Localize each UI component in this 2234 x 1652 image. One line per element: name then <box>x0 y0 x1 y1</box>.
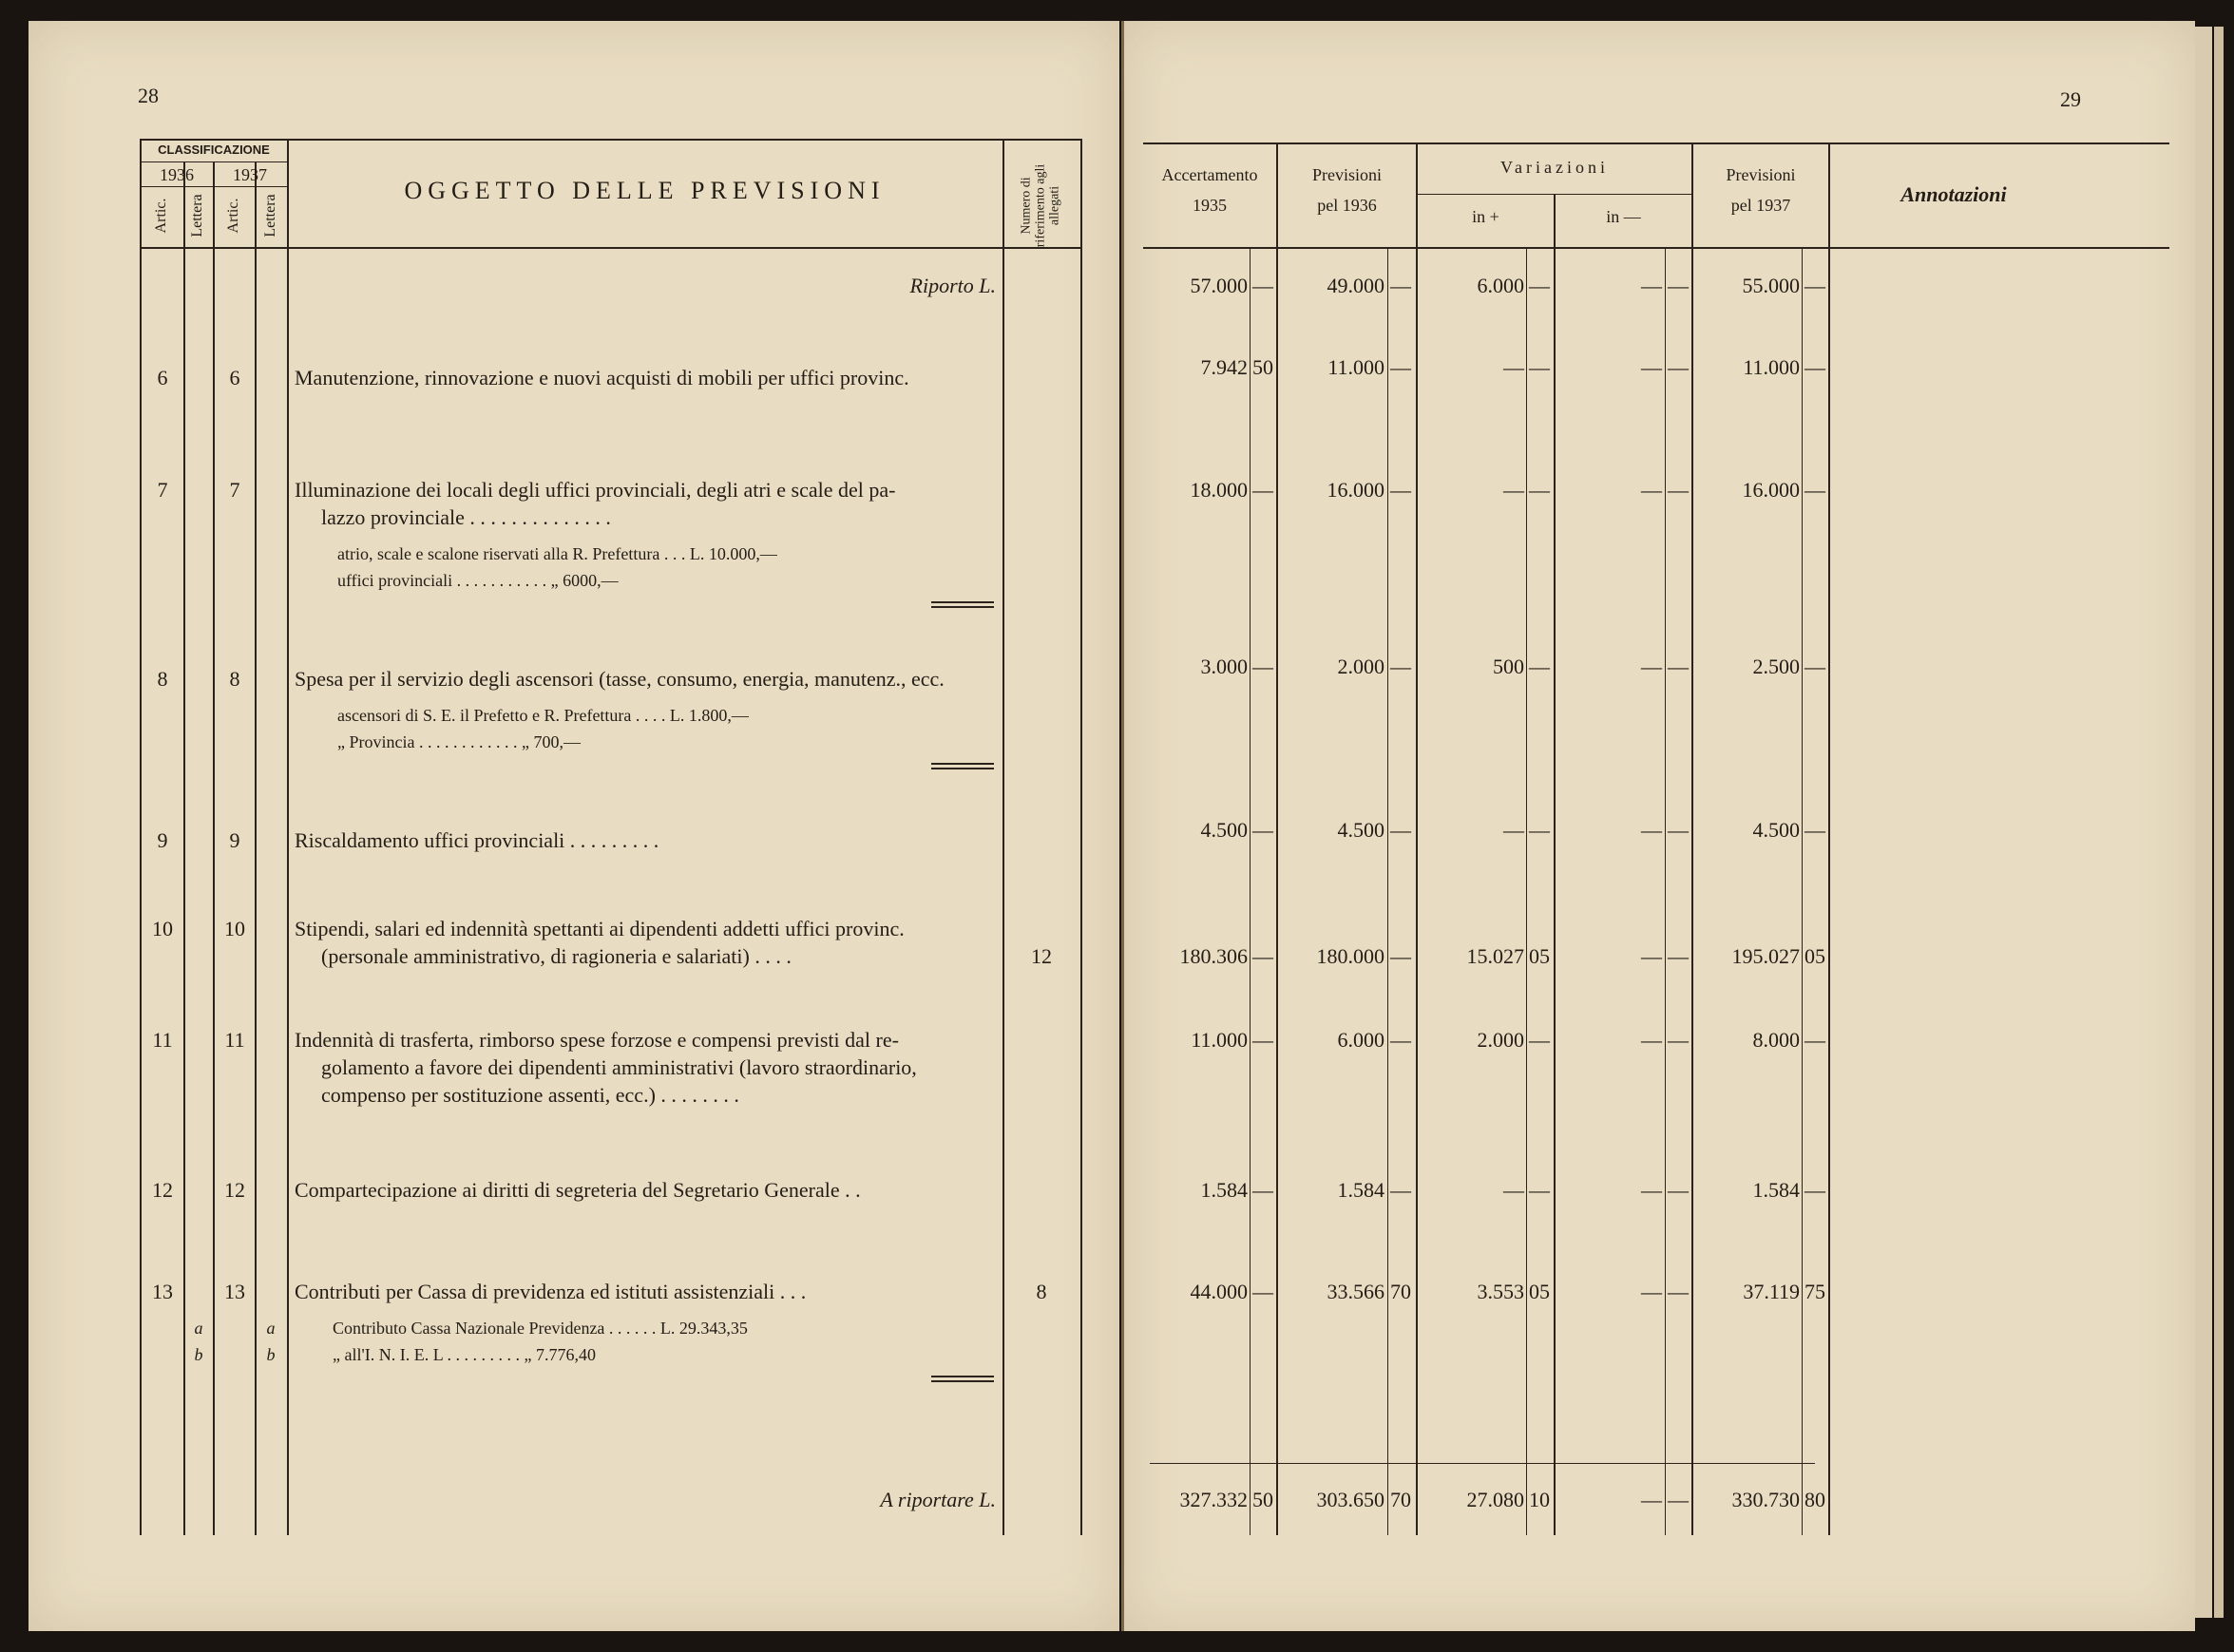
row-value-p37-cents: — <box>1804 655 1825 678</box>
item-description: Stipendi, salari ed indennità spettanti ai dipendenti addetti uffici provinc. <box>295 917 905 940</box>
sub-letter-1937: b <box>266 1345 276 1364</box>
row-value-minus: — <box>1641 355 1662 379</box>
row-value-acc-cents: — <box>1252 1280 1273 1303</box>
row-value-p36: 11.000 <box>1327 355 1384 379</box>
right-header-bottom-line <box>1143 247 2169 249</box>
item-description: compenso per sostituzione assenti, ecc.) . . . . . . . . <box>321 1083 739 1107</box>
row-value-minus-cents: — <box>1668 1028 1689 1052</box>
row-value-plus-cents: — <box>1529 1178 1550 1202</box>
total-value-plus-cents: 10 <box>1529 1488 1550 1511</box>
row-value-minus-cents: — <box>1668 944 1689 968</box>
col-line <box>287 139 289 1535</box>
page-edge <box>2214 27 2224 1618</box>
row-value-minus-cents: — <box>1668 655 1689 678</box>
article-number-1936: 6 <box>157 366 168 389</box>
reference-number: 8 <box>1036 1280 1047 1303</box>
row-value-acc-cents: — <box>1252 478 1273 502</box>
artic-label-1936: Artic. <box>153 198 169 234</box>
row-value-p36-cents: — <box>1390 355 1411 379</box>
item-description: Riscaldamento uffici provinciali . . . . . . . . . <box>295 828 659 852</box>
object-header: OGGETTO DELLE PREVISIONI <box>404 177 886 204</box>
cent-line <box>1526 247 1527 1535</box>
header-bottom-line <box>140 247 1080 249</box>
header-previsioni-1936-sub: pel 1936 <box>1317 196 1377 215</box>
header-accertamento-year: 1935 <box>1193 196 1227 215</box>
total-value-p37-cents: 80 <box>1804 1488 1825 1511</box>
row-value-plus: — <box>1503 1178 1524 1202</box>
row-value-p37: 16.000 <box>1742 478 1800 502</box>
row-value-acc: 3.000 <box>1200 655 1248 678</box>
row-value-acc-cents: — <box>1252 818 1273 842</box>
cent-line <box>1665 247 1666 1535</box>
row-value-acc: 44.000 <box>1190 1280 1248 1303</box>
left-page <box>29 21 1119 1631</box>
lettera-label-1936: Lettera <box>189 194 205 237</box>
item-description: lazzo provinciale . . . . . . . . . . . . . . <box>321 505 611 529</box>
riporto-value-p37: 55.000 <box>1742 274 1800 297</box>
row-value-acc: 180.306 <box>1179 944 1248 968</box>
row-value-p37-cents: — <box>1804 1028 1825 1052</box>
row-value-p37: 4.500 <box>1752 818 1800 842</box>
row-value-p36: 1.584 <box>1337 1178 1384 1202</box>
article-number-1937: 8 <box>229 667 240 691</box>
riporto-value-minus-cents: — <box>1668 274 1689 297</box>
row-value-acc-cents: — <box>1252 1178 1273 1202</box>
total-value-p36: 303.650 <box>1316 1488 1384 1511</box>
row-value-plus: 2.000 <box>1477 1028 1524 1052</box>
header-in-minus: in — <box>1606 207 1641 226</box>
detail-line: uffici provinciali . . . . . . . . . . . „ 6000,— <box>337 571 619 590</box>
row-value-minus: — <box>1641 1028 1662 1052</box>
cent-line <box>1250 247 1251 1535</box>
riporto-value-minus: — <box>1641 274 1662 297</box>
a-riportare-label: A riportare L. <box>880 1488 996 1511</box>
detail-line: „ all'I. N. I. E. L . . . . . . . . . „ 7.776,40 <box>333 1345 597 1364</box>
row-value-p37-cents: — <box>1804 355 1825 379</box>
article-number-1937: 7 <box>229 478 240 502</box>
row-value-plus-cents: — <box>1529 655 1550 678</box>
col-line <box>1554 194 1556 1535</box>
row-value-plus-cents: — <box>1529 355 1550 379</box>
total-value-p37: 330.730 <box>1731 1488 1800 1511</box>
row-value-p37: 11.000 <box>1743 355 1800 379</box>
row-value-acc: 1.584 <box>1200 1178 1248 1202</box>
item-description: Compartecipazione ai diritti di segreteria del Segretario Generale . . <box>295 1178 861 1202</box>
subtotal-double-rule <box>931 1376 994 1382</box>
row-value-minus: — <box>1641 655 1662 678</box>
article-number-1937: 9 <box>229 828 240 852</box>
row-value-acc-cents: — <box>1252 944 1273 968</box>
row-value-plus: 3.553 <box>1477 1280 1524 1303</box>
row-value-minus-cents: — <box>1668 1178 1689 1202</box>
row-value-p37: 8.000 <box>1752 1028 1800 1052</box>
detail-line: Contributo Cassa Nazionale Previdenza . . . . . . L. 29.343,35 <box>333 1319 748 1338</box>
header-previsioni-1937-sub: pel 1937 <box>1730 196 1791 215</box>
row-value-minus-cents: — <box>1668 818 1689 842</box>
article-number-1937: 12 <box>224 1178 245 1202</box>
total-value-acc-cents: 50 <box>1252 1488 1273 1511</box>
row-value-minus: — <box>1641 1178 1662 1202</box>
year-1937: 1937 <box>233 165 267 184</box>
article-number-1937: 6 <box>229 366 240 389</box>
table-top-line <box>140 139 1080 141</box>
article-number-1936: 8 <box>157 667 168 691</box>
row-value-plus-cents: 05 <box>1529 944 1550 968</box>
row-value-p37: 2.500 <box>1752 655 1800 678</box>
header-variazioni: Variazioni <box>1500 158 1609 177</box>
page-edge <box>2195 27 2212 1618</box>
col-line <box>1828 142 1830 1535</box>
total-value-minus: — <box>1641 1488 1662 1511</box>
article-number-1936: 9 <box>157 828 168 852</box>
right-table-top-line <box>1143 142 2169 144</box>
row-value-p36-cents: — <box>1390 1028 1411 1052</box>
total-value-minus-cents: — <box>1668 1488 1689 1511</box>
row-value-minus: — <box>1641 818 1662 842</box>
detail-line: atrio, scale e scalone riservati alla R. Prefettura . . . L. 10.000,— <box>337 544 777 563</box>
year-1936: 1936 <box>160 165 194 184</box>
col-line <box>1002 139 1004 1535</box>
row-value-plus-cents: — <box>1529 1028 1550 1052</box>
row-value-p36-cents: — <box>1390 655 1411 678</box>
page-number-left: 28 <box>138 84 159 107</box>
riporto-value-acc: 57.000 <box>1190 274 1248 297</box>
article-number-1936: 7 <box>157 478 168 502</box>
header-accertamento: Accertamento <box>1161 165 1258 184</box>
row-value-p37-cents: — <box>1804 1178 1825 1202</box>
lettera-label-1937: Lettera <box>262 194 278 237</box>
page-number-right: 29 <box>2060 87 2081 111</box>
row-value-acc-cents: — <box>1252 1028 1273 1052</box>
row-value-plus: 500 <box>1493 655 1524 678</box>
item-description: Contributi per Cassa di previdenza ed istituti assistenziali . . . <box>295 1280 807 1303</box>
item-description: (personale amministrativo, di ragioneria e salariati) . . . . <box>321 944 792 968</box>
header-annotazioni: Annotazioni <box>1900 182 2007 206</box>
row-value-acc: 4.500 <box>1200 818 1248 842</box>
row-value-minus-cents: — <box>1668 478 1689 502</box>
row-value-acc-cents: — <box>1252 655 1273 678</box>
reference-header-text: Numero di riferimento agli allegati <box>1019 163 1062 248</box>
row-value-p37: 1.584 <box>1752 1178 1800 1202</box>
row-value-p36: 2.000 <box>1337 655 1384 678</box>
row-value-p36-cents: — <box>1390 944 1411 968</box>
riporto-value-plus-cents: — <box>1529 274 1550 297</box>
header-previsioni-1936: Previsioni <box>1311 165 1382 184</box>
item-description: Manutenzione, rinnovazione e nuovi acquisti di mobili per uffici provinc. <box>295 366 909 389</box>
row-value-p37: 195.027 <box>1731 944 1800 968</box>
row-value-p36-cents: — <box>1390 818 1411 842</box>
sub-letter-1936: a <box>194 1319 203 1338</box>
cent-line <box>1387 247 1388 1535</box>
row-value-p36: 6.000 <box>1337 1028 1384 1052</box>
total-value-acc: 327.332 <box>1179 1488 1248 1511</box>
subtotal-double-rule <box>931 763 994 769</box>
row-value-plus: — <box>1503 478 1524 502</box>
article-number-1936: 11 <box>152 1028 173 1052</box>
header-previsioni-1937: Previsioni <box>1726 165 1796 184</box>
total-value-p36-cents: 70 <box>1390 1488 1411 1511</box>
sub-letter-1937: a <box>266 1319 276 1338</box>
item-description: Spesa per il servizio degli ascensori (tasse, consumo, energia, manutenz., ecc. <box>295 667 945 691</box>
class-sub-line <box>140 161 287 162</box>
item-description: Illuminazione dei locali degli uffici provinciali, degli atri e scale del pa- <box>295 478 896 502</box>
row-value-minus-cents: — <box>1668 1280 1689 1303</box>
artic-label-1937: Artic. <box>225 198 241 234</box>
row-value-p37: 37.119 <box>1743 1280 1800 1303</box>
row-value-plus-cents: — <box>1529 478 1550 502</box>
header-in-plus: in + <box>1472 207 1499 226</box>
row-value-plus: 15.027 <box>1466 944 1524 968</box>
riporto-value-plus: 6.000 <box>1477 274 1524 297</box>
sub-letter-1936: b <box>194 1345 203 1364</box>
row-value-minus: — <box>1641 478 1662 502</box>
riporto-value-acc-cents: — <box>1252 274 1273 297</box>
reference-header <box>1004 146 1079 248</box>
row-value-p36: 180.000 <box>1316 944 1384 968</box>
row-value-plus: — <box>1503 355 1524 379</box>
row-value-p37-cents: 75 <box>1804 1280 1825 1303</box>
cent-line <box>1802 247 1803 1535</box>
row-value-acc-cents: 50 <box>1252 355 1273 379</box>
row-value-p37-cents: — <box>1804 818 1825 842</box>
row-value-minus: — <box>1641 1280 1662 1303</box>
row-value-p37-cents: 05 <box>1804 944 1825 968</box>
riporto-label: Riporto L. <box>909 274 996 297</box>
row-value-minus: — <box>1641 944 1662 968</box>
row-value-plus: — <box>1503 818 1524 842</box>
row-value-plus-cents: 05 <box>1529 1280 1550 1303</box>
row-value-minus-cents: — <box>1668 355 1689 379</box>
row-value-p36: 16.000 <box>1327 478 1384 502</box>
classification-title: CLASSIFICAZIONE <box>158 142 270 157</box>
col-line <box>1080 139 1082 1535</box>
detail-line: ascensori di S. E. il Prefetto e R. Prefettura . . . . L. 1.800,— <box>337 706 749 725</box>
row-value-p36-cents: — <box>1390 1178 1411 1202</box>
row-value-acc: 11.000 <box>1191 1028 1248 1052</box>
book-gutter <box>1121 21 1124 1631</box>
total-value-plus: 27.080 <box>1466 1488 1524 1511</box>
riporto-value-p37-cents: — <box>1804 274 1825 297</box>
article-number-1936: 10 <box>152 917 173 940</box>
row-value-p36: 33.566 <box>1327 1280 1384 1303</box>
article-number-1936: 12 <box>152 1178 173 1202</box>
article-number-1937: 11 <box>224 1028 245 1052</box>
row-value-p36: 4.500 <box>1337 818 1384 842</box>
row-value-p37-cents: — <box>1804 478 1825 502</box>
item-description: Indennità di trasferta, rimborso spese forzose e compensi previsti dal re- <box>295 1028 899 1052</box>
row-value-acc: 7.942 <box>1200 355 1248 379</box>
reference-number: 12 <box>1031 944 1052 968</box>
riporto-value-p36: 49.000 <box>1327 274 1384 297</box>
subtotal-double-rule <box>931 601 994 608</box>
detail-line: „ Provincia . . . . . . . . . . . . „ 700,— <box>337 732 581 751</box>
row-value-plus-cents: — <box>1529 818 1550 842</box>
row-value-p36-cents: 70 <box>1390 1280 1411 1303</box>
row-value-acc: 18.000 <box>1190 478 1248 502</box>
row-value-p36-cents: — <box>1390 478 1411 502</box>
article-number-1937: 10 <box>224 917 245 940</box>
article-number-1936: 13 <box>152 1280 173 1303</box>
item-description: golamento a favore dei dipendenti amministrativi (lavoro straordinario, <box>321 1055 917 1079</box>
totals-rule <box>1150 1463 1815 1464</box>
riporto-value-p36-cents: — <box>1390 274 1411 297</box>
article-number-1937: 13 <box>224 1280 245 1303</box>
